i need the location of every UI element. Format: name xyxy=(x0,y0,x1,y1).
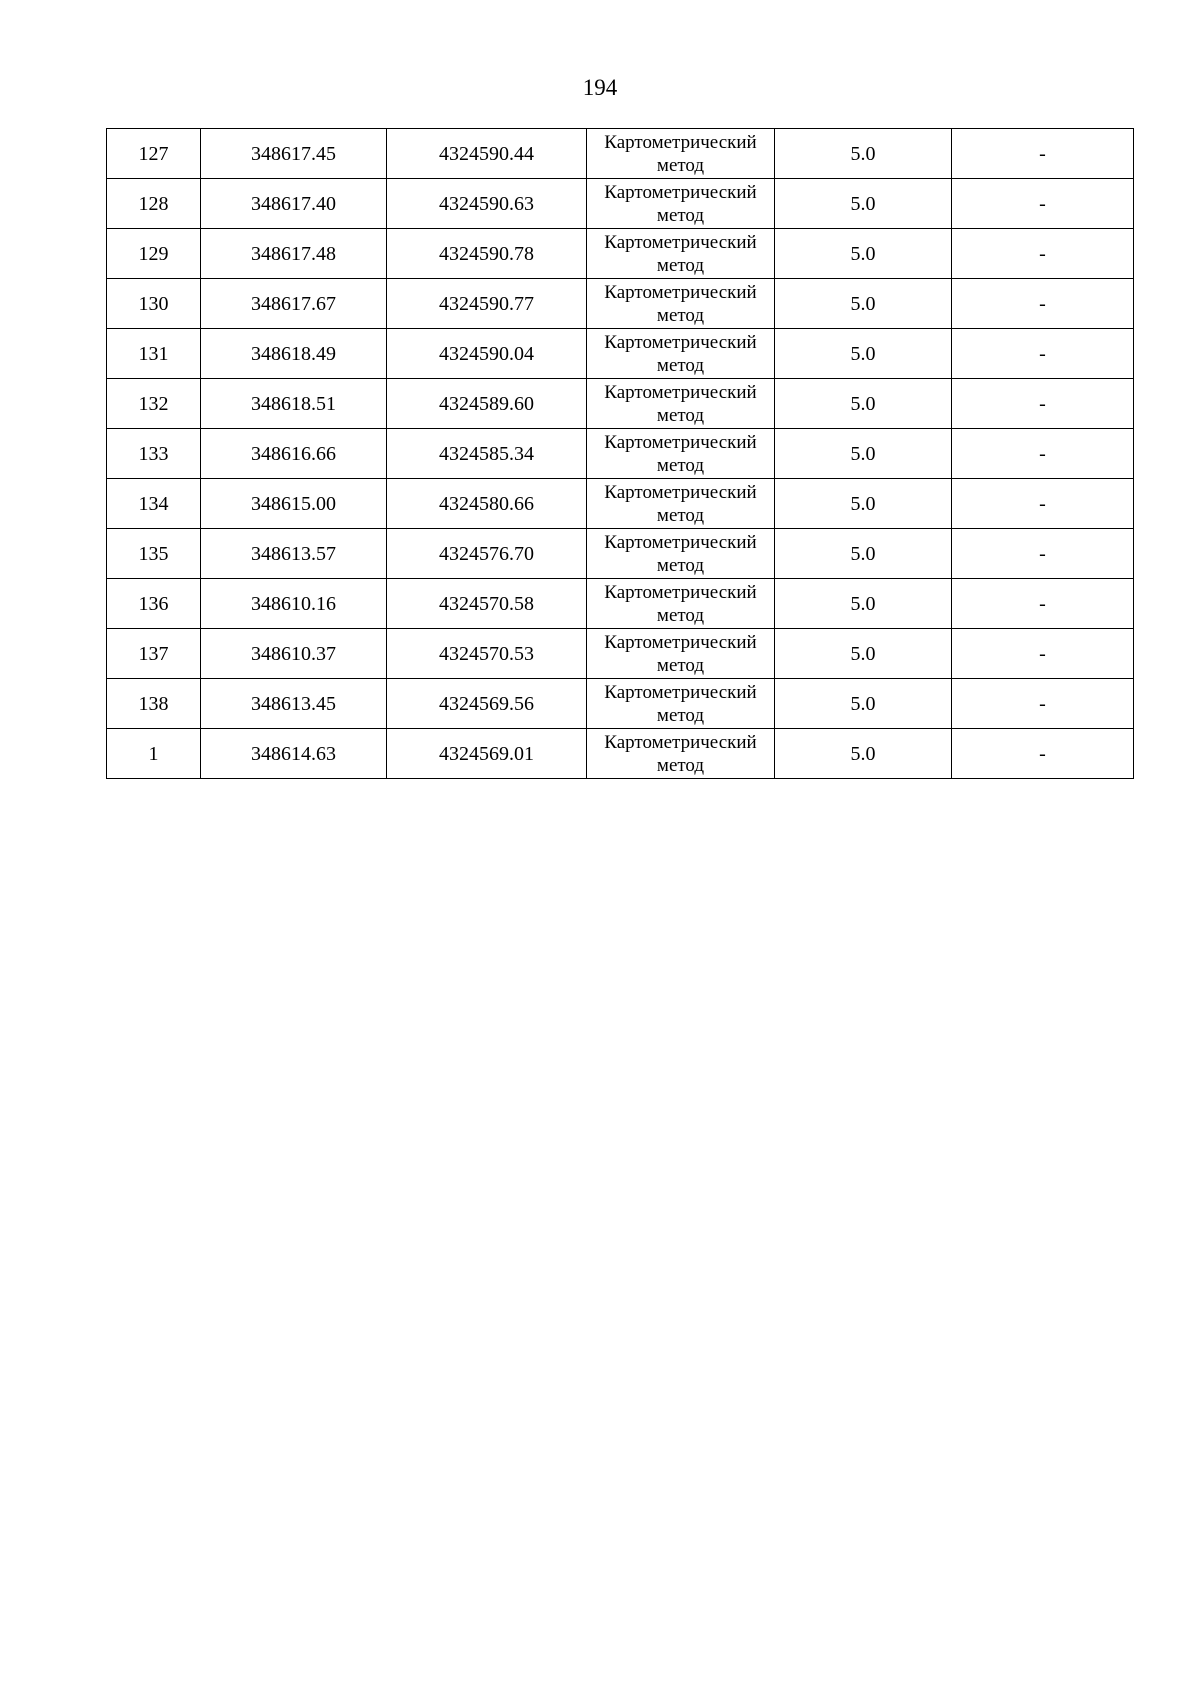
method-line-1: Картометрический xyxy=(604,481,757,503)
accuracy-cell: 5.0 xyxy=(775,279,952,329)
y-coordinate-cell: 4324585.34 xyxy=(387,429,587,479)
point-number-cell: 129 xyxy=(107,229,201,279)
y-coordinate-cell: 4324590.44 xyxy=(387,129,587,179)
y-coordinate-cell: 4324590.78 xyxy=(387,229,587,279)
table-row xyxy=(107,629,1134,679)
method-cell xyxy=(587,379,775,429)
method-cell xyxy=(587,579,775,629)
method-line-1: Картометрический xyxy=(604,281,757,303)
y-coordinate-cell: 4324569.56 xyxy=(387,679,587,729)
method-line-1: Картометрический xyxy=(604,581,757,603)
accuracy-cell: 5.0 xyxy=(775,229,952,279)
method-cell xyxy=(587,429,775,479)
method-line-1: Картометрический xyxy=(604,181,757,203)
point-number-cell: 132 xyxy=(107,379,201,429)
x-coordinate-cell: 348616.66 xyxy=(201,429,387,479)
method-cell xyxy=(587,329,775,379)
method-cell xyxy=(587,129,775,179)
y-coordinate-cell: 4324570.53 xyxy=(387,629,587,679)
table-row xyxy=(107,179,1134,229)
x-coordinate-cell: 348613.57 xyxy=(201,529,387,579)
point-number-cell: 127 xyxy=(107,129,201,179)
x-coordinate-cell: 348617.67 xyxy=(201,279,387,329)
method-line-1: Картометрический xyxy=(604,381,757,403)
coordinates-table xyxy=(106,128,1134,779)
table-row xyxy=(107,429,1134,479)
table-row xyxy=(107,129,1134,179)
method-line-2: метод xyxy=(656,754,705,776)
y-coordinate-cell: 4324590.77 xyxy=(387,279,587,329)
note-cell: - xyxy=(952,329,1134,379)
note-cell: - xyxy=(952,729,1134,779)
x-coordinate-cell: 348614.63 xyxy=(201,729,387,779)
x-coordinate-cell: 348615.00 xyxy=(201,479,387,529)
accuracy-cell: 5.0 xyxy=(775,479,952,529)
x-coordinate-cell: 348613.45 xyxy=(201,679,387,729)
y-coordinate-cell: 4324590.04 xyxy=(387,329,587,379)
point-number-cell: 1 xyxy=(107,729,201,779)
method-line-2: метод xyxy=(656,504,705,526)
table-row xyxy=(107,579,1134,629)
note-cell: - xyxy=(952,229,1134,279)
table-row xyxy=(107,479,1134,529)
method-line-2: метод xyxy=(656,554,705,576)
y-coordinate-cell: 4324569.01 xyxy=(387,729,587,779)
note-cell: - xyxy=(952,379,1134,429)
accuracy-cell: 5.0 xyxy=(775,429,952,479)
x-coordinate-cell: 348617.48 xyxy=(201,229,387,279)
method-cell xyxy=(587,279,775,329)
note-cell: - xyxy=(952,429,1134,479)
point-number-cell: 137 xyxy=(107,629,201,679)
y-coordinate-cell: 4324576.70 xyxy=(387,529,587,579)
method-cell xyxy=(587,679,775,729)
point-number-cell: 138 xyxy=(107,679,201,729)
x-coordinate-cell: 348618.49 xyxy=(201,329,387,379)
method-cell xyxy=(587,229,775,279)
method-cell xyxy=(587,729,775,779)
method-cell xyxy=(587,629,775,679)
table-row xyxy=(107,679,1134,729)
method-cell xyxy=(587,479,775,529)
accuracy-cell: 5.0 xyxy=(775,529,952,579)
method-line-2: метод xyxy=(656,654,705,676)
table-row xyxy=(107,229,1134,279)
point-number-cell: 128 xyxy=(107,179,201,229)
method-cell xyxy=(587,179,775,229)
x-coordinate-cell: 348610.37 xyxy=(201,629,387,679)
note-cell: - xyxy=(952,129,1134,179)
method-line-2: метод xyxy=(656,204,705,226)
note-cell: - xyxy=(952,679,1134,729)
table-row xyxy=(107,379,1134,429)
y-coordinate-cell: 4324589.60 xyxy=(387,379,587,429)
point-number-cell: 136 xyxy=(107,579,201,629)
method-line-1: Картометрический xyxy=(604,681,757,703)
accuracy-cell: 5.0 xyxy=(775,579,952,629)
accuracy-cell: 5.0 xyxy=(775,679,952,729)
method-line-1: Картометрический xyxy=(604,531,757,553)
method-line-1: Картометрический xyxy=(604,231,757,253)
point-number-cell: 134 xyxy=(107,479,201,529)
method-cell xyxy=(587,529,775,579)
point-number-cell: 135 xyxy=(107,529,201,579)
method-line-2: метод xyxy=(656,354,705,376)
note-cell: - xyxy=(952,479,1134,529)
method-line-1: Картометрический xyxy=(604,631,757,653)
method-line-1: Картометрический xyxy=(604,131,757,153)
note-cell: - xyxy=(952,279,1134,329)
y-coordinate-cell: 4324590.63 xyxy=(387,179,587,229)
y-coordinate-cell: 4324580.66 xyxy=(387,479,587,529)
x-coordinate-cell: 348617.40 xyxy=(201,179,387,229)
x-coordinate-cell: 348617.45 xyxy=(201,129,387,179)
method-line-2: метод xyxy=(656,154,705,176)
accuracy-cell: 5.0 xyxy=(775,179,952,229)
accuracy-cell: 5.0 xyxy=(775,329,952,379)
method-line-2: метод xyxy=(656,304,705,326)
accuracy-cell: 5.0 xyxy=(775,729,952,779)
method-line-1: Картометрический xyxy=(604,731,757,753)
accuracy-cell: 5.0 xyxy=(775,129,952,179)
table-row xyxy=(107,329,1134,379)
method-line-2: метод xyxy=(656,454,705,476)
note-cell: - xyxy=(952,629,1134,679)
note-cell: - xyxy=(952,579,1134,629)
note-cell: - xyxy=(952,179,1134,229)
coordinates-table-body xyxy=(107,129,1134,779)
y-coordinate-cell: 4324570.58 xyxy=(387,579,587,629)
method-line-1: Картометрический xyxy=(604,331,757,353)
accuracy-cell: 5.0 xyxy=(775,379,952,429)
method-line-2: метод xyxy=(656,254,705,276)
point-number-cell: 130 xyxy=(107,279,201,329)
method-line-2: метод xyxy=(656,704,705,726)
x-coordinate-cell: 348618.51 xyxy=(201,379,387,429)
point-number-cell: 133 xyxy=(107,429,201,479)
note-cell: - xyxy=(952,529,1134,579)
table-row xyxy=(107,729,1134,779)
point-number-cell: 131 xyxy=(107,329,201,379)
table-row xyxy=(107,279,1134,329)
method-line-2: метод xyxy=(656,604,705,626)
method-line-2: метод xyxy=(656,404,705,426)
x-coordinate-cell: 348610.16 xyxy=(201,579,387,629)
table-row xyxy=(107,529,1134,579)
method-line-1: Картометрический xyxy=(604,431,757,453)
accuracy-cell: 5.0 xyxy=(775,629,952,679)
page-number: 194 xyxy=(582,75,618,100)
